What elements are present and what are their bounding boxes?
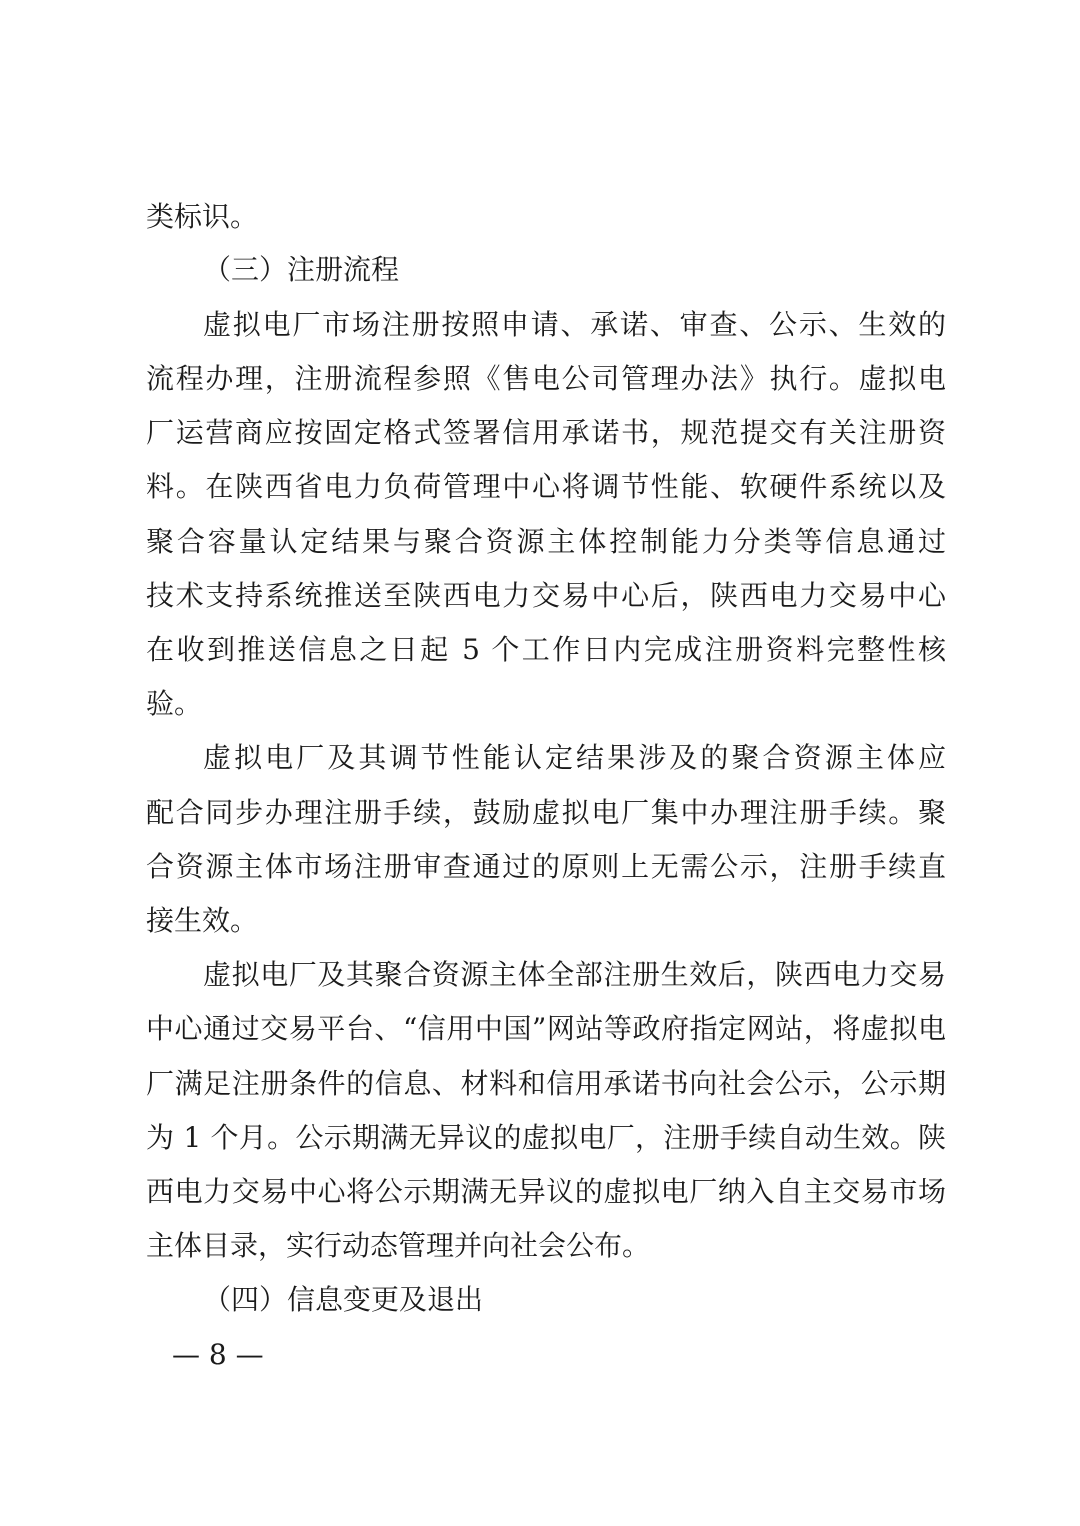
text-line: 虚拟电厂市场注册按照申请、承诺、审查、公示、生效的: [203, 308, 946, 341]
text-line: 厂满足注册条件的信息、材料和信用承诺书向社会公示，公示期: [146, 1067, 946, 1100]
section-heading: （三）注册流程: [203, 253, 400, 286]
text-line: 厂运营商应按固定格式签署信用承诺书，规范提交有关注册资: [146, 416, 946, 449]
text-line: 验。: [146, 687, 203, 720]
text-line: 接生效。: [146, 904, 259, 937]
text-line: 为 1 个月。公示期满无异议的虚拟电厂，注册手续自动生效。陕: [146, 1121, 946, 1154]
text-line: 技术支持系统推送至陕西电力交易中心后，陕西电力交易中心: [146, 579, 946, 612]
text-line: 在收到推送信息之日起 5 个工作日内完成注册资料完整性核: [146, 633, 946, 666]
page-number: — 8 —: [172, 1338, 264, 1371]
text-line: 主体目录，实行动态管理并向社会公布。: [146, 1229, 651, 1262]
text-line: 虚拟电厂及其聚合资源主体全部注册生效后，陕西电力交易: [203, 958, 946, 991]
text-line: 料。在陕西省电力负荷管理中心将调节性能、软硬件系统以及: [146, 470, 946, 503]
text-line: 虚拟电厂及其调节性能认定结果涉及的聚合资源主体应: [203, 741, 946, 774]
text-line: 中心通过交易平台、“信用中国”网站等政府指定网站，将虚拟电: [146, 1012, 946, 1045]
text-line: 合资源主体市场注册审查通过的原则上无需公示，注册手续直: [146, 850, 946, 883]
text-line: 类标识。: [146, 200, 259, 233]
text-line: 配合同步办理注册手续，鼓励虚拟电厂集中办理注册手续。聚: [146, 796, 946, 829]
text-line: 流程办理，注册流程参照《售电公司管理办法》执行。虚拟电: [146, 362, 946, 395]
text-line: 西电力交易中心将公示期满无异议的虚拟电厂纳入自主交易市场: [146, 1175, 946, 1208]
text-line: 聚合容量认定结果与聚合资源主体控制能力分类等信息通过: [146, 525, 946, 558]
section-heading: （四）信息变更及退出: [203, 1283, 484, 1316]
